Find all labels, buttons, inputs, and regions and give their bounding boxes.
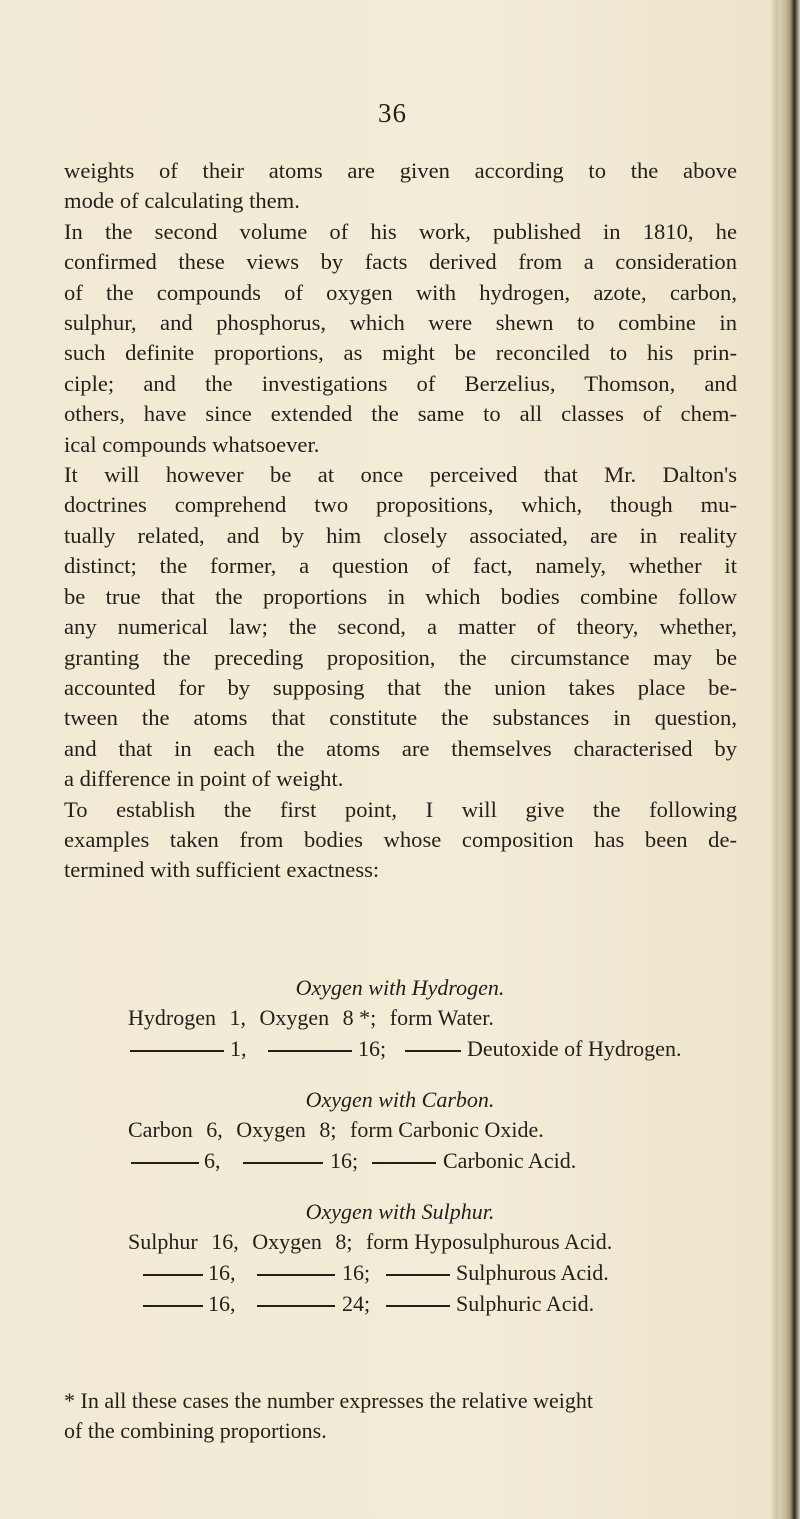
footnote-line: of the combining proportions. (64, 1418, 327, 1443)
element-weight: 6, (206, 1117, 223, 1142)
text-line: weights of their atoms are given according to the above (64, 158, 737, 183)
text-line: and that in each the atoms are themselves characterised by (64, 735, 737, 761)
paragraph (64, 460, 737, 794)
oxygen-label: Oxygen (252, 1229, 322, 1254)
text-line: ical compounds whatsoever. (64, 431, 320, 457)
text-line: distinct; the former, a question of fact, namely, whether it (64, 553, 737, 579)
compound-name: Sulphuric Acid. (456, 1291, 595, 1316)
ditto-dash (130, 1050, 224, 1052)
oxygen-weight: 16; (342, 1260, 371, 1285)
section-title-carbon: Oxygen with Carbon. (305, 1087, 495, 1112)
oxygen-weight: 8; (335, 1229, 353, 1254)
text-line: any numerical law; the second, a matter of theory, whether, (64, 614, 737, 640)
element-weight: 16, (208, 1260, 236, 1285)
ditto-dash (372, 1162, 436, 1164)
body-text (64, 156, 737, 886)
page-edge (778, 0, 800, 1519)
text-line: It will however be at once perceived that Mr. Dalton's (64, 462, 737, 488)
text-line: tually related, and by him closely associated, are in reality (64, 522, 737, 548)
text-line: accounted for by supposing that the union takes place be- (64, 674, 737, 700)
oxygen-label: Oxygen (236, 1117, 306, 1142)
text-line: doctrines comprehend two propositions, which, though mu- (64, 492, 737, 518)
table-row (128, 1229, 612, 1255)
element-weight: 1, (229, 1005, 246, 1030)
compound-name: form Hyposulphurous Acid. (365, 1229, 613, 1254)
text-line: ciple; and the investigations of Berzelius, Thomson, and (64, 370, 737, 396)
text-line: be true that the proportions in which bodies combine follow (64, 583, 737, 609)
footnote (64, 1386, 754, 1446)
text-line: To establish the first point, I will give the following (64, 796, 737, 822)
text-line: a difference in point of weight. (64, 766, 344, 792)
compound-name: Carbonic Acid. (443, 1148, 577, 1173)
section-title-sulphur: Oxygen with Sulphur. (305, 1199, 495, 1224)
section-title-hydrogen: Oxygen with Hydrogen. (295, 975, 505, 1000)
oxygen-weight: 8; (319, 1117, 337, 1142)
table-row (128, 1005, 494, 1031)
oxygen-weight: 8 *; (342, 1005, 377, 1030)
element-weight: 16, (211, 1229, 239, 1254)
paragraph (64, 217, 737, 460)
text-line: termined with sufficient exactness: (64, 857, 380, 883)
page-gutter-shadow (770, 0, 778, 1519)
element-weight: 1, (230, 1036, 247, 1061)
element-weight: 6, (204, 1148, 221, 1173)
text-line: In the second volume of his work, published in 1810, he (64, 218, 737, 244)
paragraph (64, 156, 737, 217)
ditto-dash (243, 1162, 323, 1164)
element-name: Sulphur (128, 1229, 198, 1254)
text-line: tween the atoms that constitute the substances in question, (64, 705, 737, 731)
text-line: mode of calculating them. (64, 188, 300, 214)
text-line: others, have since extended the same to all classes of chem- (64, 401, 737, 427)
ditto-dash (257, 1274, 335, 1276)
ditto-dash (257, 1305, 335, 1307)
compound-name: form Carbonic Oxide. (350, 1117, 544, 1142)
table-row (128, 1117, 544, 1143)
text-line: sulphur, and phosphorus, which were shewn to combine in (64, 310, 737, 336)
ditto-dash (131, 1162, 199, 1164)
ditto-dash (386, 1274, 450, 1276)
text-line: granting the preceding proposition, the circumstance may be (64, 644, 737, 670)
oxygen-label: Oxygen (259, 1005, 330, 1030)
text-line: such definite proportions, as might be reconciled to his prin- (64, 340, 737, 366)
text-line: of the compounds of oxygen with hydrogen, azote, carbon, (64, 279, 737, 305)
ditto-dash (405, 1050, 461, 1052)
ditto-dash (386, 1305, 450, 1307)
paragraph (64, 795, 737, 886)
footnote-line: * In all these cases the number expresses the relative weight (64, 1388, 594, 1413)
element-name: Hydrogen (128, 1005, 216, 1030)
oxygen-weight: 24; (342, 1291, 371, 1316)
page-number: 36 (378, 98, 407, 128)
compound-name: Sulphurous Acid. (456, 1260, 609, 1285)
ditto-dash (268, 1050, 352, 1052)
compound-name: Deutoxide of Hydrogen. (467, 1036, 682, 1061)
text-line: examples taken from bodies whose composition has been de- (64, 826, 737, 852)
element-name: Carbon (128, 1117, 193, 1142)
text-line: confirmed these views by facts derived from a consideration (64, 249, 737, 275)
ditto-dash (143, 1305, 203, 1307)
oxygen-weight: 16; (330, 1148, 359, 1173)
oxygen-weight: 16; (358, 1036, 387, 1061)
element-weight: 16, (208, 1291, 236, 1316)
ditto-dash (143, 1274, 203, 1276)
compound-name: form Water. (389, 1005, 494, 1030)
